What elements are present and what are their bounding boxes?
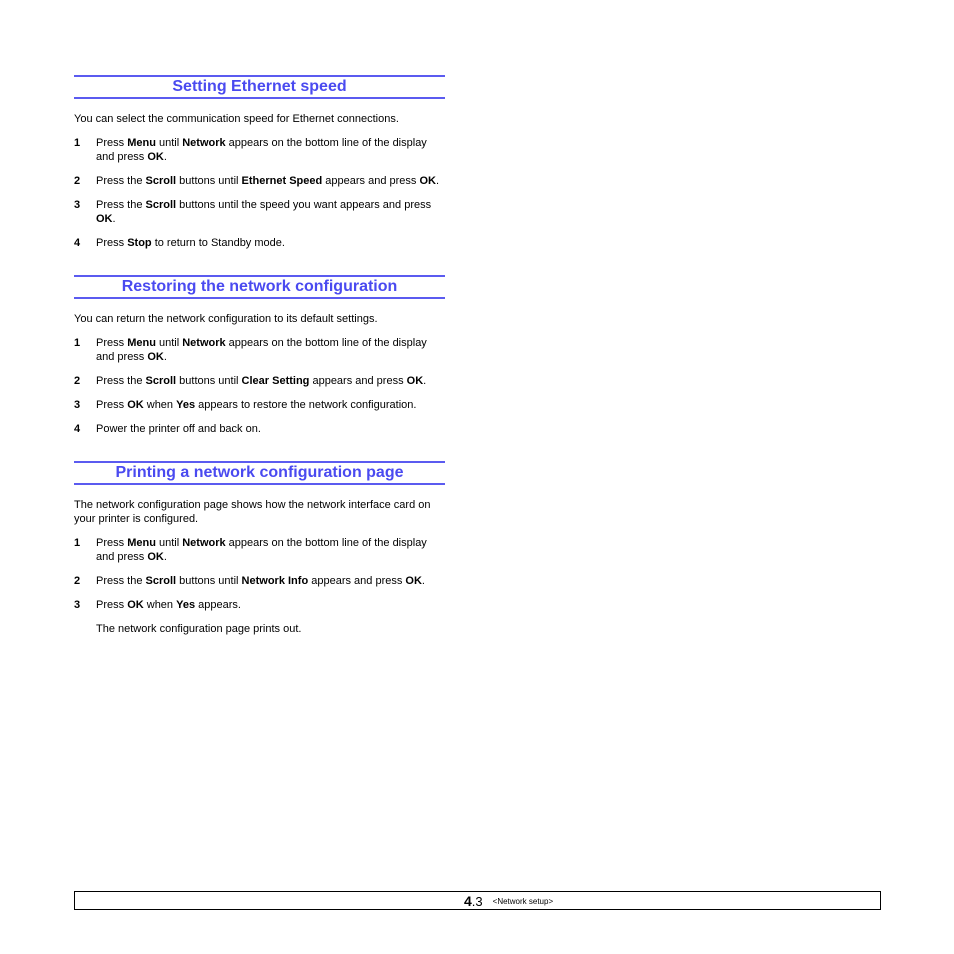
step-number: 4 xyxy=(74,237,81,249)
step-text xyxy=(96,175,439,187)
text-run: until xyxy=(155,337,183,349)
step-number: 2 xyxy=(74,175,81,187)
step-text xyxy=(96,537,427,563)
text-run: . xyxy=(163,351,167,363)
bold-term: Scroll xyxy=(145,175,177,187)
bold-term: Scroll xyxy=(145,375,177,387)
bold-term: Network xyxy=(182,137,226,149)
bold-term: OK xyxy=(405,575,422,587)
step-item xyxy=(74,374,445,388)
text-run: . xyxy=(421,575,425,587)
text-run: until xyxy=(155,137,183,149)
text-run: Press xyxy=(96,599,128,611)
text-run: appears to restore the network configuration. xyxy=(195,399,417,411)
step-number: 1 xyxy=(74,137,81,149)
bold-term: OK xyxy=(147,151,164,163)
bold-term: OK xyxy=(419,175,436,187)
step-text xyxy=(96,137,427,163)
step-item xyxy=(74,174,445,188)
bold-term: Clear Setting xyxy=(241,375,310,387)
step-text xyxy=(96,575,425,587)
step-item xyxy=(74,574,445,588)
step-number: 3 xyxy=(74,399,81,411)
text-run: Press the xyxy=(96,175,146,187)
text-run: Press xyxy=(96,337,128,349)
text-run: Power the printer off and back on. xyxy=(96,423,261,435)
step-number: 1 xyxy=(74,537,81,549)
step-item xyxy=(74,598,445,612)
page-number-minor: .3 xyxy=(471,894,483,909)
text-run: Press xyxy=(96,537,128,549)
step-text xyxy=(96,599,241,611)
footer-page-info xyxy=(464,893,553,911)
text-run: Press the xyxy=(96,199,146,211)
step-text xyxy=(96,199,431,225)
bold-term: OK xyxy=(96,213,113,225)
text-run: . xyxy=(163,551,167,563)
text-run: . xyxy=(423,375,427,387)
section-intro: The network configuration page shows how the network interface card on your printer is configured. xyxy=(74,499,431,525)
section-title: Printing a network configuration page xyxy=(74,461,445,485)
bold-term: Network xyxy=(182,537,226,549)
bold-term: Yes xyxy=(176,399,196,411)
section-title: Setting Ethernet speed xyxy=(74,75,445,99)
step-item xyxy=(74,236,445,250)
step-text xyxy=(96,399,416,411)
step-note: The network configuration page prints out. xyxy=(96,623,302,635)
step-item xyxy=(74,198,445,226)
section-intro: You can select the communication speed for Ethernet connections. xyxy=(74,113,399,125)
text-run: appears. xyxy=(195,599,241,611)
text-run: . xyxy=(112,213,116,225)
bold-term: Menu xyxy=(127,537,156,549)
step-number: 3 xyxy=(74,199,81,211)
text-run: appears on the bottom line of the display and press xyxy=(96,337,427,363)
section-title: Restoring the network configuration xyxy=(74,275,445,299)
bold-term: Menu xyxy=(127,137,156,149)
step-text xyxy=(96,237,285,249)
page-number-major: 4 xyxy=(464,893,472,909)
text-run: Press xyxy=(96,237,128,249)
text-run: appears on the bottom line of the display and press xyxy=(96,137,427,163)
step-item xyxy=(74,336,445,364)
bold-term: OK xyxy=(147,551,164,563)
bold-term: OK xyxy=(127,399,144,411)
section-ethernet-speed xyxy=(74,75,445,250)
text-run: to return to Standby mode. xyxy=(151,237,285,249)
text-run: . xyxy=(163,151,167,163)
text-run: buttons until xyxy=(176,575,242,587)
section-intro: You can return the network configuration to its default settings. xyxy=(74,313,378,325)
text-run: when xyxy=(143,599,177,611)
bold-term: Network Info xyxy=(241,575,309,587)
section-restoring-network xyxy=(74,275,445,436)
text-run: appears and press xyxy=(309,375,407,387)
bold-term: OK xyxy=(406,375,424,387)
step-number: 1 xyxy=(74,337,81,349)
section-printing-config-page xyxy=(74,461,445,636)
text-run: appears on the bottom line of the display and press xyxy=(96,537,427,563)
step-item xyxy=(74,398,445,412)
step-number: 3 xyxy=(74,599,81,611)
step-text xyxy=(96,375,426,387)
bold-term: Menu xyxy=(127,337,156,349)
text-run: until xyxy=(155,537,183,549)
step-item xyxy=(74,422,445,436)
step-item xyxy=(74,536,445,564)
bold-term: Ethernet Speed xyxy=(241,175,323,187)
text-run: buttons until xyxy=(176,375,242,387)
bold-term: OK xyxy=(127,599,144,611)
text-run: Press the xyxy=(96,575,146,587)
bold-term: Yes xyxy=(176,599,196,611)
step-item xyxy=(74,136,445,164)
chapter-name: <Network setup> xyxy=(492,897,554,906)
page-footer xyxy=(74,891,881,910)
bold-term: OK xyxy=(147,351,164,363)
text-run: buttons until xyxy=(176,175,242,187)
text-run: when xyxy=(143,399,177,411)
step-number: 2 xyxy=(74,375,81,387)
bold-term: Scroll xyxy=(145,575,177,587)
text-run: buttons until the speed you want appears and press xyxy=(176,199,432,211)
bold-term: Stop xyxy=(127,237,152,249)
step-text xyxy=(96,337,427,363)
text-run: Press the xyxy=(96,375,146,387)
text-run: appears and press xyxy=(322,175,420,187)
bold-term: Network xyxy=(182,337,226,349)
text-run: . xyxy=(435,175,440,187)
text-run: Press xyxy=(96,137,128,149)
step-number: 4 xyxy=(74,423,81,435)
text-run: Press xyxy=(96,399,128,411)
step-text xyxy=(96,423,261,435)
bold-term: Scroll xyxy=(145,199,177,211)
text-run: appears and press xyxy=(308,575,406,587)
content-column xyxy=(74,75,445,661)
step-number: 2 xyxy=(74,575,81,587)
